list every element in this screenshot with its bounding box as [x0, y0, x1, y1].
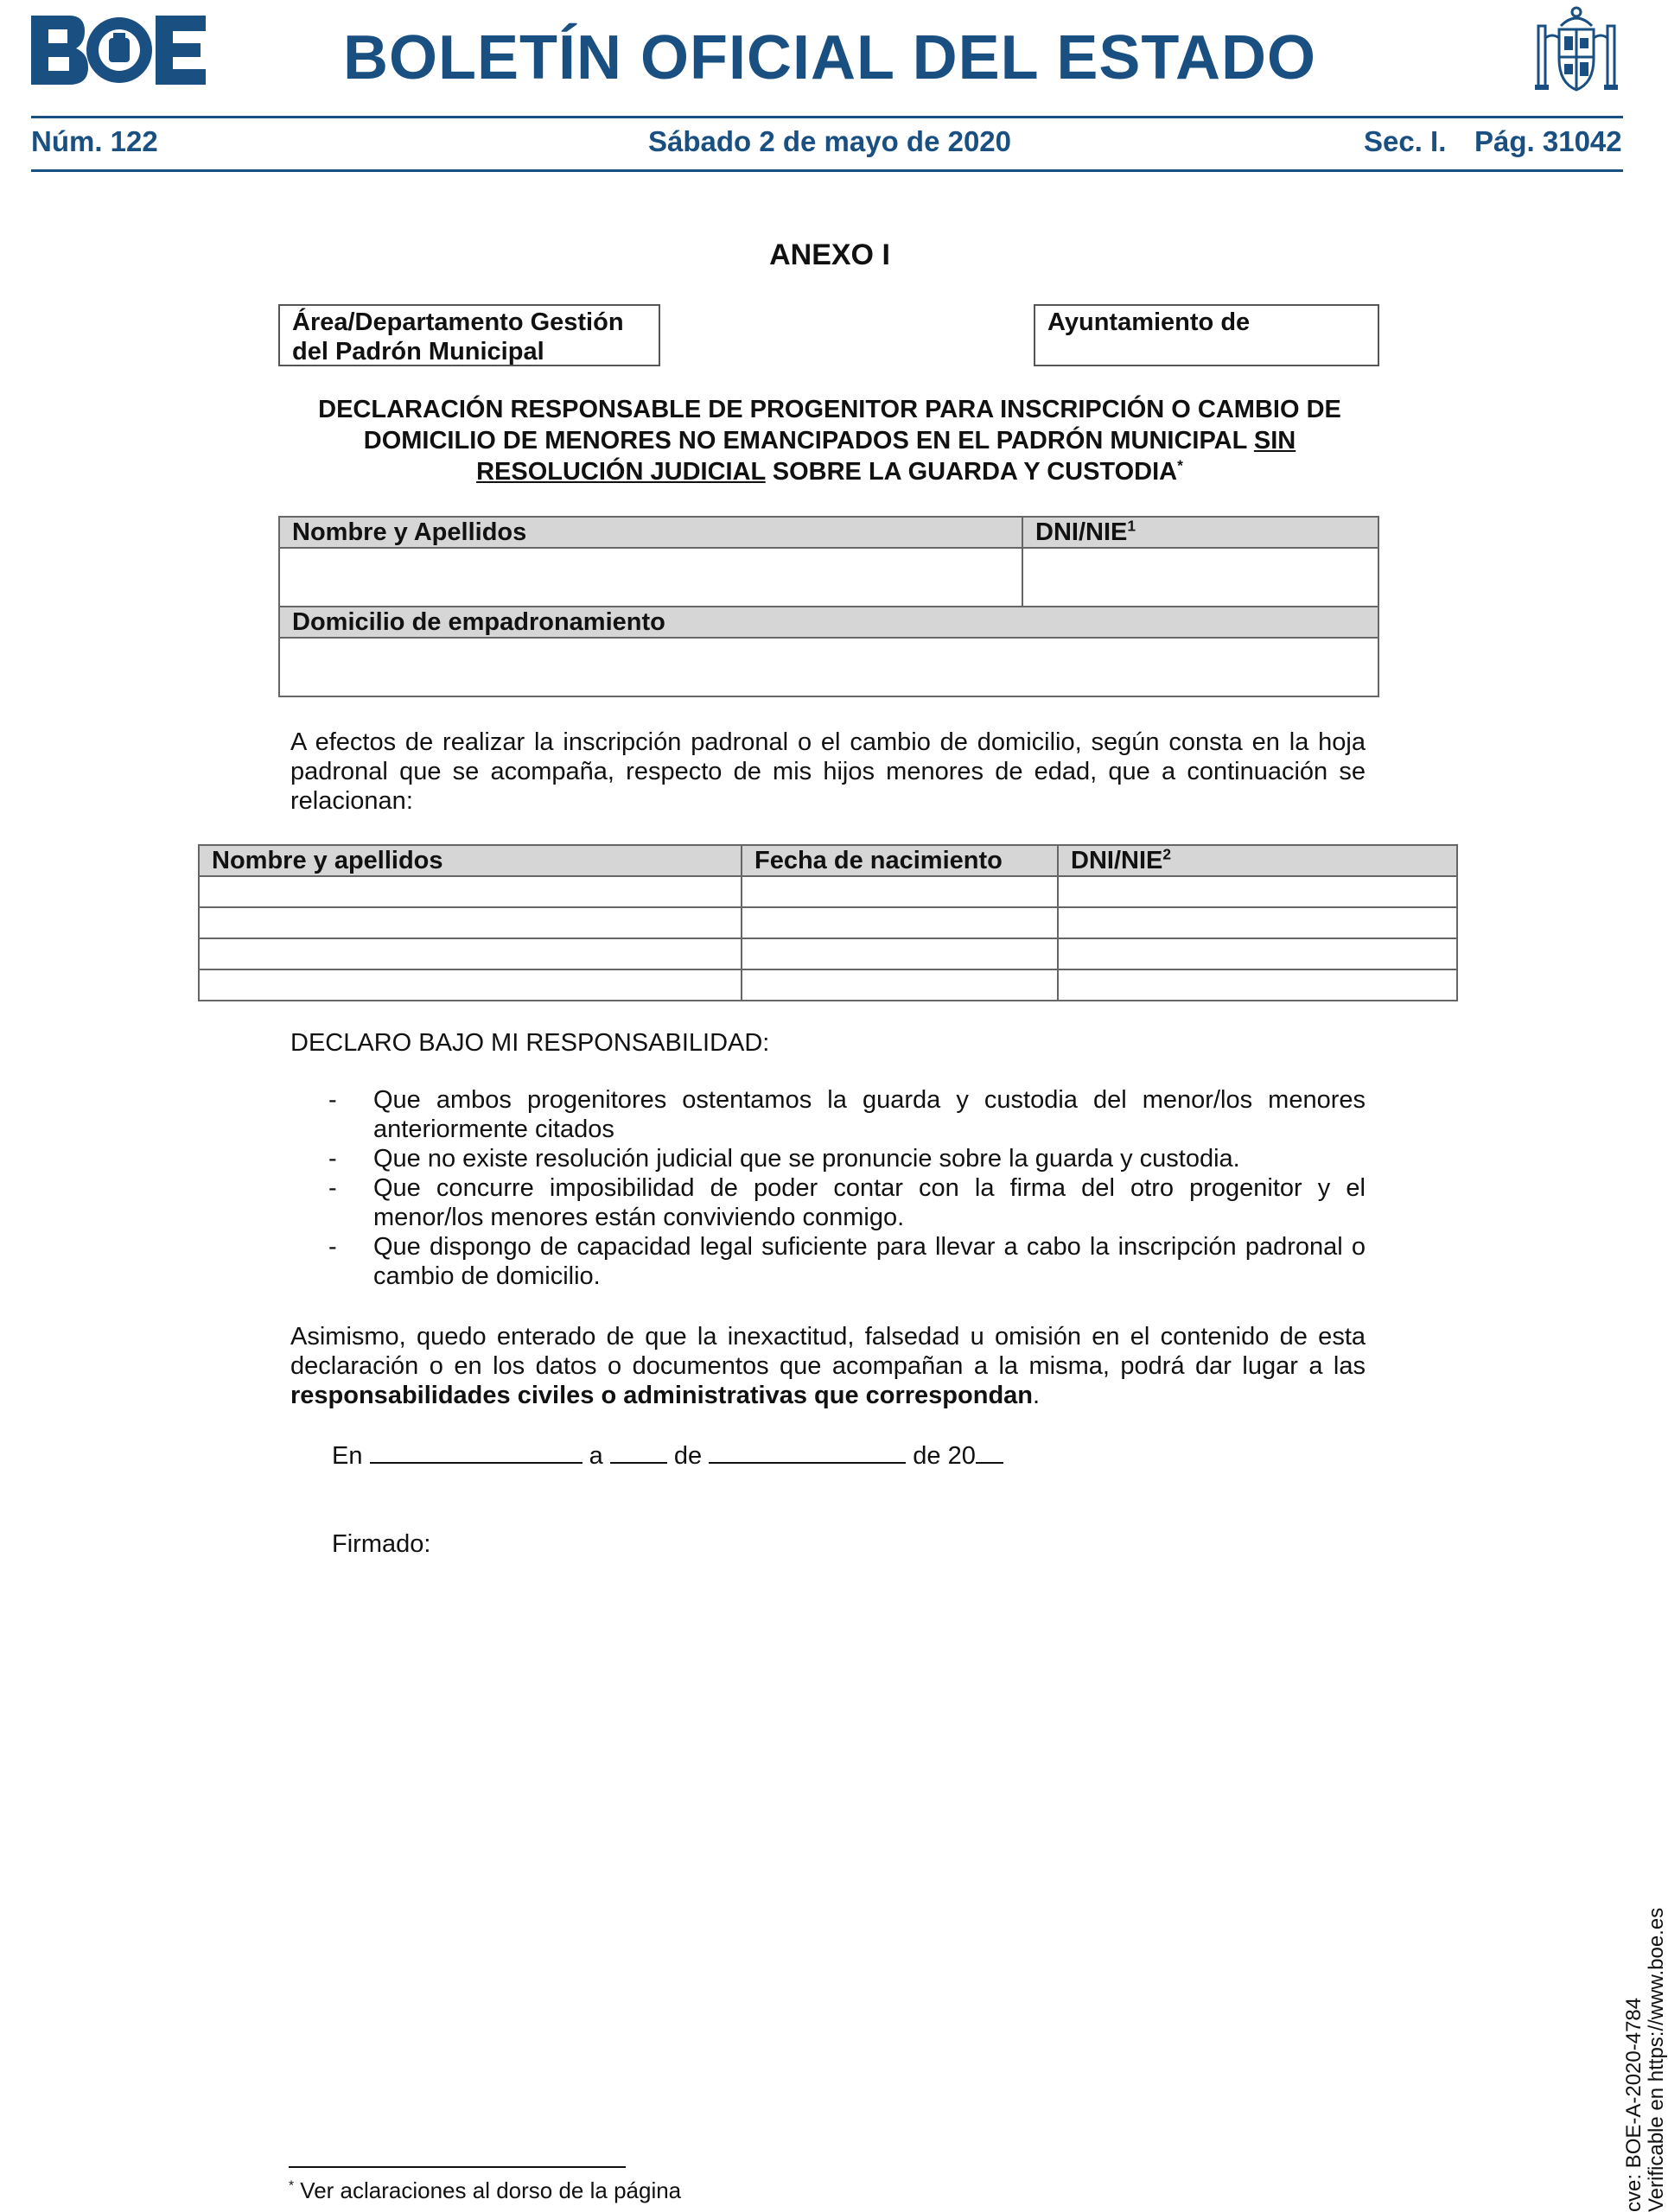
day-a-label: a [589, 1442, 603, 1470]
child-name-header [199, 845, 742, 876]
child-birth-cell[interactable] [742, 969, 1058, 1001]
address-header [279, 607, 1378, 638]
cve-code: cve: BOE-A-2020-4784 [1622, 1997, 1646, 2212]
section-label: Sec. I. [1364, 125, 1447, 157]
table-row [199, 938, 1457, 969]
footnote-ref: 2 [1162, 844, 1172, 862]
asterisk-mark: * [1177, 456, 1183, 474]
header-label: Nombre y apellidos [212, 846, 443, 874]
child-dni-cell[interactable] [1058, 907, 1457, 938]
bullet-dash: - [328, 1233, 337, 1261]
list-item [328, 1144, 1366, 1173]
place-date-line [332, 1440, 1003, 1471]
declaration-title-underlined: RESOLUCIÓN JUDICIAL [476, 458, 766, 486]
verification-stamp [1623, 1908, 1668, 2212]
parent-dni-field[interactable] [1022, 548, 1378, 607]
declaration-title-text: SOBRE LA GUARDA Y CUSTODIA [765, 458, 1178, 486]
bulletin-title: BOLETÍN OFICIAL DEL ESTADO [342, 23, 1317, 92]
list-item-text: Que ambos progenitores ostentamos la guarda y custodia del menor/los menores anteriormente citados [373, 1086, 1366, 1143]
annex-title: ANEXO I [769, 238, 890, 271]
child-dni-cell[interactable] [1058, 969, 1457, 1001]
header-label: Domicilio de empadronamiento [292, 607, 665, 636]
year-blank[interactable] [976, 1440, 1003, 1464]
month-de-label: de [673, 1442, 703, 1470]
child-dni-cell[interactable] [1058, 876, 1457, 907]
declaration-title-text: DOMICILIO DE MENORES NO EMANCIPADOS EN EL PADRÓN MUNICIPAL [363, 427, 1254, 454]
child-dni-cell[interactable] [1058, 938, 1457, 969]
declaration-list [328, 1085, 1366, 1291]
boe-logo [29, 14, 207, 86]
issue-number: Núm. 122 [31, 125, 158, 157]
list-item [328, 1173, 1366, 1232]
child-name-cell[interactable] [199, 969, 742, 1001]
place-en-label: En [332, 1442, 363, 1470]
closing-paragraph [290, 1322, 1366, 1410]
closing-end: . [1033, 1382, 1041, 1409]
page-number: Pág. 31042 [1474, 125, 1622, 157]
address-field[interactable] [279, 638, 1378, 696]
year-de-label: de 20 [913, 1442, 976, 1470]
header-label: Nombre y Apellidos [292, 518, 527, 546]
list-item-text: Que concurre imposibilidad de poder contar con la firma del otro progenitor y el menor/los menores están conviviendo conmigo. [373, 1174, 1366, 1231]
child-birth-header [742, 845, 1058, 876]
coat-of-arms-icon [1530, 3, 1623, 95]
declaration-title-line-1: DECLARACIÓN RESPONSABLE DE PROGENITOR PARA INSCRIPCIÓN O CAMBIO DE [318, 396, 1341, 423]
bullet-dash: - [328, 1145, 337, 1173]
intro-paragraph: A efectos de realizar la inscripción padronal o el cambio de domicilio, según consta en la hoja padronal que se acompaña, respecto de mis hijos menores de edad, que a continuación se relacionan: [290, 728, 1366, 815]
header-label: Fecha de nacimiento [754, 846, 1003, 874]
parent-dni-header [1022, 517, 1378, 548]
closing-bold: responsabilidades civiles o administrativas que correspondan [290, 1382, 1034, 1409]
place-blank[interactable] [370, 1440, 583, 1464]
table-row [199, 907, 1457, 938]
area-department-box: Área/Departamento Gestión del Padrón Municipal [278, 304, 660, 366]
parent-name-header [279, 517, 1022, 548]
declaration-title [277, 394, 1383, 487]
child-name-cell[interactable] [199, 876, 742, 907]
children-table [198, 844, 1458, 1001]
closing-text: Asimismo, quedo enterado de que la inexactitud, falsedad u omisión en el contenido de esta declaración o en los datos o documentos que acompañan a la misma, podrá dar lugar a las [290, 1323, 1366, 1380]
table-row [199, 876, 1457, 907]
header-rule-bottom [31, 169, 1623, 172]
child-dni-header [1058, 845, 1457, 876]
bullet-dash: - [328, 1174, 337, 1202]
child-name-cell[interactable] [199, 907, 742, 938]
parent-table [278, 516, 1379, 697]
child-birth-cell[interactable] [742, 876, 1058, 907]
footnote-ref: 1 [1127, 516, 1136, 534]
child-name-cell[interactable] [199, 938, 742, 969]
declaro-heading: DECLARO BAJO MI RESPONSABILIDAD: [290, 1029, 770, 1057]
child-birth-cell[interactable] [742, 938, 1058, 969]
parent-name-field[interactable] [279, 548, 1022, 607]
declaration-title-underlined: SIN [1253, 427, 1296, 454]
list-item-text: Que no existe resolución judicial que se pronuncie sobre la guarda y custodia. [373, 1145, 1240, 1173]
verification-url[interactable]: Verificable en https://www.boe.es [1645, 1907, 1668, 2212]
footnote [289, 2177, 681, 2204]
declaration-title-line-3 [277, 456, 1383, 487]
day-blank[interactable] [610, 1440, 667, 1464]
asterisk-mark: * [289, 2178, 295, 2194]
list-item [328, 1085, 1366, 1144]
list-item [328, 1232, 1366, 1291]
table-row [199, 969, 1457, 1001]
signed-label: Firmado: [332, 1530, 431, 1558]
footnote-rule [289, 2166, 626, 2168]
declaration-title-line-2 [277, 425, 1383, 456]
header-label: DNI/NIE [1035, 518, 1128, 546]
month-blank[interactable] [709, 1440, 906, 1464]
header-rule-top [31, 116, 1623, 118]
bullet-dash: - [328, 1086, 337, 1114]
footnote-text: Ver aclaraciones al dorso de la página [294, 2177, 682, 2203]
list-item-text: Que dispongo de capacidad legal suficiente para llevar a cabo la inscripción padronal o cambio de domicilio. [373, 1233, 1366, 1290]
issue-date: Sábado 2 de mayo de 2020 [647, 125, 1012, 157]
child-birth-cell[interactable] [742, 907, 1058, 938]
header-label: DNI/NIE [1071, 846, 1163, 874]
ayuntamiento-box: Ayuntamiento de [1034, 304, 1379, 366]
